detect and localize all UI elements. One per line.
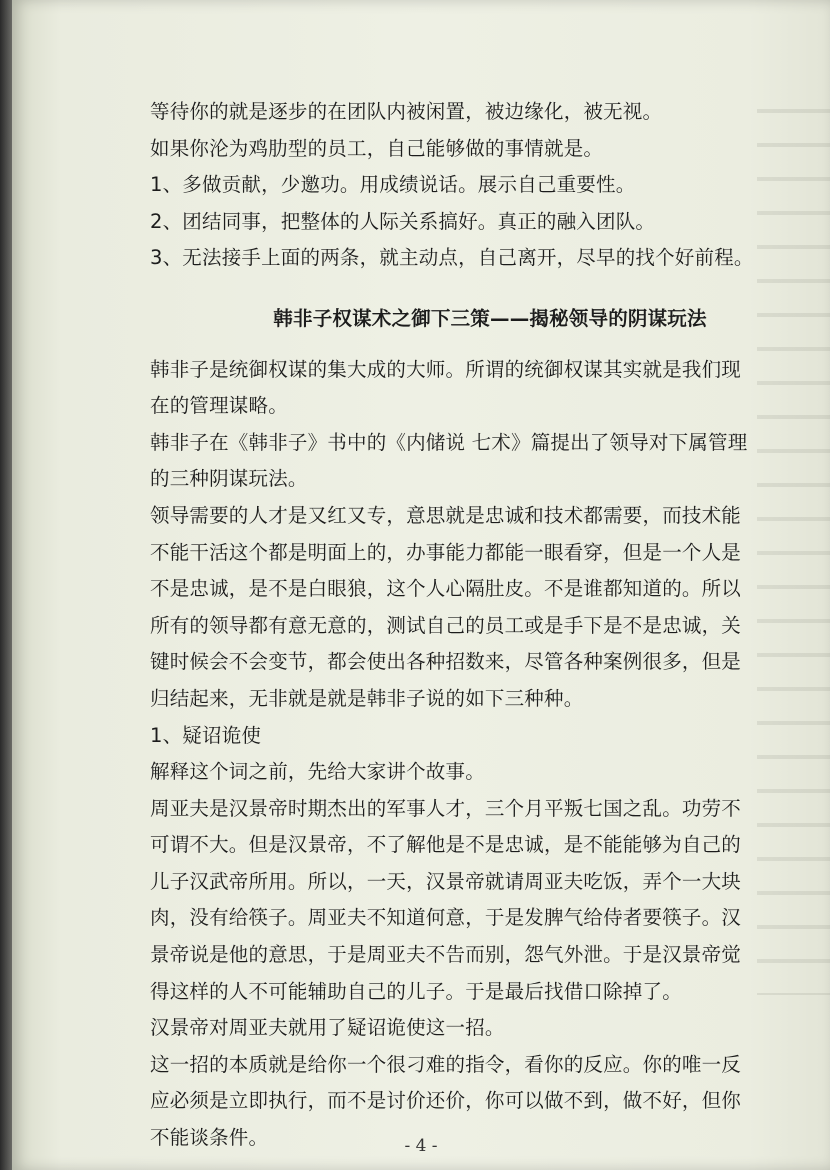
text-line: 键时候会不会变节，都会使出各种招数来，尽管各种案例很多，但是 [150, 650, 742, 674]
text-line: 韩非子在《韩非子》书中的《内储说 七术》篇提出了领导对下属管理 [150, 430, 748, 454]
document-page [12, 0, 830, 1170]
text-line: 不能谈条件。 [150, 1126, 269, 1150]
text-line: 如果你沦为鸡肋型的员工，自己能够做的事情就是。 [150, 136, 604, 160]
page-number: - 4 - [404, 1136, 438, 1156]
text-line: 儿子汉武帝所用。所以，一天，汉景帝就请周亚夫吃饭，弄个一大块 [150, 869, 742, 893]
text-line: 景帝说是他的意思，于是周亚夫不告而别，怨气外泄。于是汉景帝觉 [150, 943, 742, 967]
text-line: 这一招的本质就是给你一个很刁难的指令，看你的反应。你的唯一反 [150, 1052, 742, 1076]
page-content [150, 94, 780, 1157]
text-line: 所有的领导都有意无意的，测试自己的员工或是手下是不是忠诚，关 [150, 613, 742, 637]
list-item: 2、团结同事，把整体的人际关系搞好。真正的融入团队。 [150, 209, 656, 233]
text-line: 不能干活这个都是明面上的，办事能力都能一眼看穿，但是一个人是 [150, 540, 742, 564]
text-line: 周亚夫是汉景帝时期杰出的军事人才，三个月平叛七国之乱。功劳不 [150, 796, 742, 820]
text-line: 归结起来，无非就是就是韩非子说的如下三种种。 [150, 686, 584, 710]
text-line: 得这样的人不可能辅助自己的儿子。于是最后找借口除掉了。 [150, 979, 682, 1003]
subsection-title: 1、疑诏诡使 [150, 723, 262, 747]
text-line: 等待你的就是逐步的在团队内被闲置，被边缘化，被无视。 [150, 100, 663, 123]
text-line: 不是忠诚，是不是白眼狼，这个人心隔肚皮。不是谁都知道的。所以 [150, 577, 742, 601]
text-line: 解释这个词之前，先给大家讲个故事。 [150, 760, 485, 784]
text-line: 韩非子是统御权谋的集大成的大师。所谓的统御权谋其实就是我们现 [150, 357, 742, 381]
list-item: 3、无法接手上面的两条，就主动点，自己离开，尽早的找个好前程。 [150, 246, 754, 270]
text-line: 可谓不大。但是汉景帝，不了解他是不是忠诚，是不能能够为自己的 [150, 833, 742, 857]
text-line: 应必须是立即执行，而不是讨价还价，你可以做不到，做不好，但你 [150, 1089, 742, 1113]
text-line: 领导需要的人才是又红又专，意思就是忠诚和技术都需要，而技术能 [150, 503, 742, 527]
list-item: 1、多做贡献，少邀功。用成绩说话。展示自己重要性。 [150, 173, 636, 197]
text-line: 在的管理谋略。 [150, 394, 288, 418]
section-heading: 韩非子权谋术之御下三策——揭秘领导的阴谋玩法 [273, 306, 707, 330]
text-line: 的三种阴谋玩法。 [150, 467, 308, 491]
text-line: 肉，没有给筷子。周亚夫不知道何意，于是发脾气给侍者要筷子。汉 [150, 906, 742, 930]
text-line: 汉景帝对周亚夫就用了疑诏诡使这一招。 [150, 1016, 505, 1040]
page-binding-edge [0, 0, 12, 1170]
